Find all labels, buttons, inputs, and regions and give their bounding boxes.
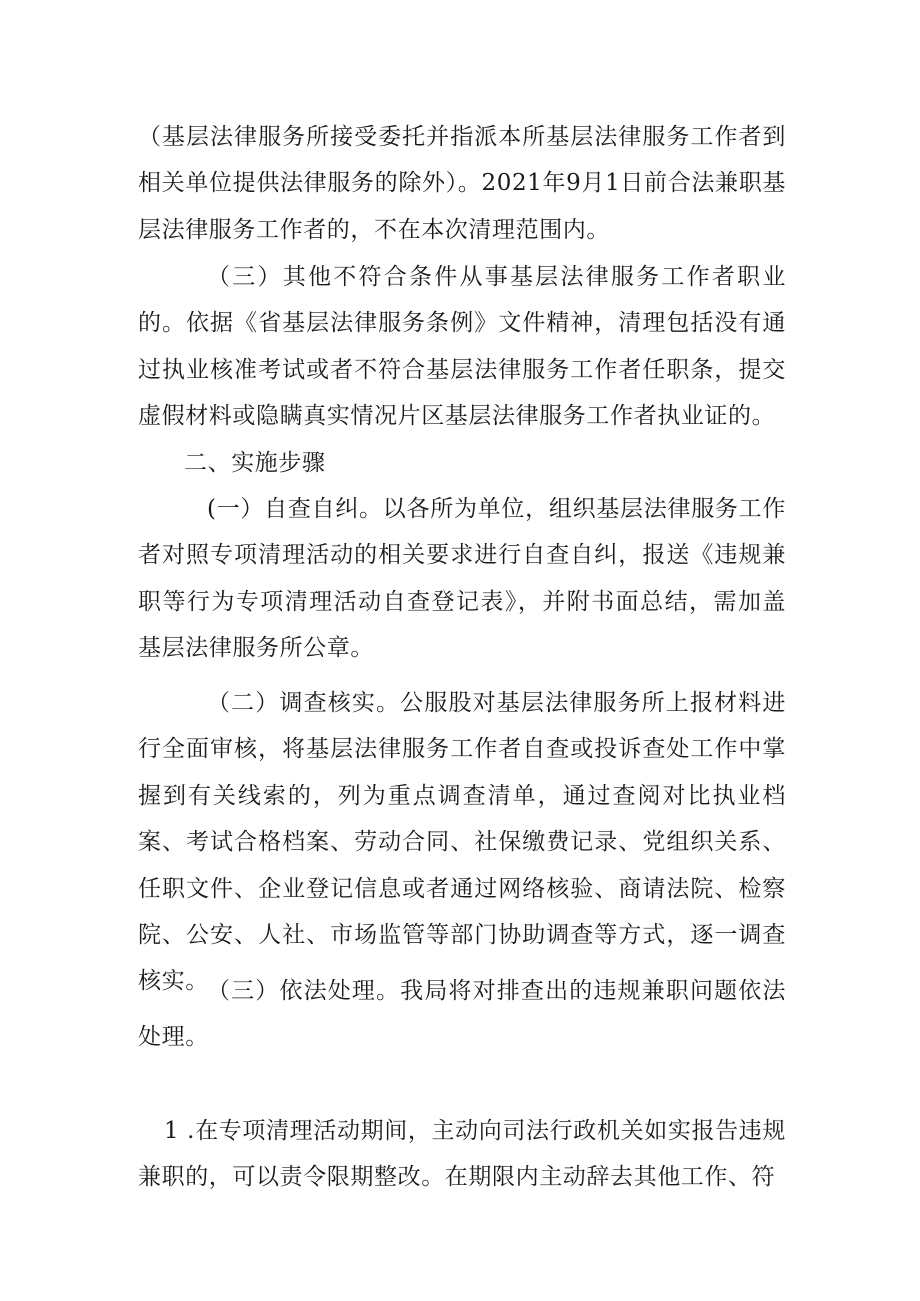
paragraph-legal-handling: （三）依法处理。我局将对排查出的违规兼职问题依法处理。	[138, 978, 786, 1051]
paragraph-investigation: （二）调查核实。公服股对基层法律服务所上报材料进行全面审核，将基层法律服务工作者自查或投诉查处工作中掌握到有关线索的，列为重点调查清单，通过查阅对比执业档案、考试合格档案、劳动合同、社保缴费记录、党组织关系、任职文件、企业登记信息或者通过网络核验、商请法院、检察院、公安、人社、市场监管等部门协助调查等方式，逐一调查核实。	[138, 690, 786, 995]
paragraph-self-check: (一）自查自纠。以各所为单位，组织基层法律服务工作者对照专项清理活动的相关要求进行自查自纠，报送《违规兼职等行为专项清理活动自查登记表》，并附书面总结，需加盖基层法律服务所公章。	[138, 496, 786, 662]
paragraph-scope-exception: （基层法律服务所接受委托并指派本所基层法律服务工作者到相关单位提供法律服务的除外）。2021年9月1日前合法兼职基层法律服务工作者的，不在本次清理范围内。	[138, 124, 786, 243]
paragraph-other-unqualified: （三）其他不符合条件从事基层法律服务工作者职业的。依据《省基层法律服务条例》文件精神，清理包括没有通过执业核准考试或者不符合基层法律服务工作者任职条，提交虚假材料或隐瞒真实情况片区基层法律服务工作者执业证的。	[138, 264, 786, 430]
paragraph-item-1: 1 .在专项清理活动期间，主动向司法行政机关如实报告违规兼职的，可以责令限期整改。在期限内主动辞去其他工作、符	[138, 1118, 786, 1191]
section-heading-implementation-steps: 二、实施步骤	[184, 450, 326, 476]
